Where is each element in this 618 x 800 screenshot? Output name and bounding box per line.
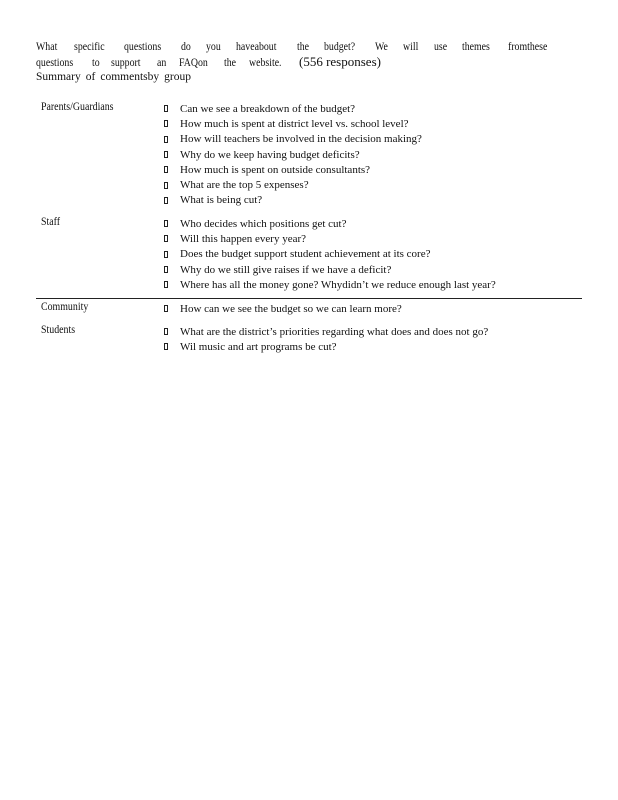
header-line-1	[36, 38, 556, 54]
list-item	[164, 324, 488, 339]
header-word: an	[157, 55, 167, 69]
header-word: Summary	[36, 71, 81, 83]
group-items	[164, 324, 488, 355]
header-word: FAQon	[178, 55, 208, 69]
header-word: We	[374, 39, 388, 53]
header-word: What	[36, 39, 58, 53]
bullet-icon	[164, 251, 168, 258]
item-text: What are the district’s priorities regarding what does and does not go?	[180, 325, 489, 338]
section-divider	[36, 298, 582, 299]
list-item	[164, 231, 496, 246]
bullet-icon	[164, 305, 168, 312]
header-word: to	[91, 55, 100, 69]
item-text: What is being cut?	[180, 194, 263, 207]
list-item	[164, 162, 422, 177]
header-word: will	[402, 39, 418, 53]
response-count: (556 responses)	[299, 54, 381, 69]
header-word: specific	[74, 39, 105, 53]
group-label-text: Students	[41, 324, 76, 336]
document-header	[36, 38, 556, 84]
group-label-text: Community	[41, 301, 89, 313]
item-text: Wil music and art programs be cut?	[180, 340, 337, 353]
item-text: Can we see a breakdown of the budget?	[180, 102, 356, 115]
header-word: the	[224, 55, 237, 69]
list-item	[164, 339, 488, 354]
header-word: group	[164, 71, 191, 83]
header-word: commentsby	[100, 71, 160, 83]
header-word: you	[205, 39, 221, 53]
header-line-3	[36, 70, 191, 84]
group-label	[41, 101, 125, 113]
list-item	[164, 101, 422, 116]
header-line-2	[36, 54, 381, 70]
list-item	[164, 277, 496, 292]
bullet-icon	[164, 281, 168, 288]
list-item	[164, 116, 422, 131]
bullet-icon	[164, 166, 168, 173]
list-item	[164, 247, 496, 262]
bullet-icon	[164, 266, 168, 273]
group-label	[41, 324, 81, 336]
item-text: Does the budget support student achievement at its core?	[180, 248, 431, 261]
item-text: How much is spent at district level vs. school level?	[180, 117, 409, 130]
item-text: Will this happen every year?	[180, 232, 307, 245]
item-text: Why do we still give raises if we have a deficit?	[180, 263, 392, 276]
item-text: Where has all the money gone? Whydidn’t we reduce enough last year?	[180, 278, 496, 291]
list-item	[164, 216, 496, 231]
list-item	[164, 177, 422, 192]
item-text: What are the top 5 expenses?	[180, 179, 309, 192]
header-word: use	[433, 39, 447, 53]
item-text: Who decides which positions get cut?	[180, 217, 347, 230]
header-word: haveabout	[235, 39, 277, 53]
bullet-icon	[164, 197, 168, 204]
header-word: do	[181, 39, 192, 53]
header-word: the	[297, 39, 310, 53]
list-item	[164, 132, 422, 147]
item-text: How will teachers be involved in the decision making?	[180, 133, 422, 146]
group-items	[164, 101, 422, 208]
list-item	[164, 193, 422, 208]
header-word: budget?	[324, 39, 356, 53]
header-word: of	[85, 71, 96, 83]
header-word: themes	[461, 39, 490, 53]
group-items	[164, 216, 496, 292]
group-items	[164, 301, 402, 316]
header-word: website.	[249, 55, 282, 69]
list-item	[164, 147, 422, 162]
item-text: How much is spent on outside consultants?	[180, 163, 371, 176]
bullet-icon	[164, 136, 168, 143]
bullet-icon	[164, 235, 168, 242]
header-word: fromthese	[508, 39, 548, 53]
header-word: questions	[123, 39, 161, 53]
item-text: How can we see the budget so we can learn more?	[180, 302, 402, 315]
bullet-icon	[164, 328, 168, 335]
bullet-icon	[164, 105, 168, 112]
header-word: support	[111, 55, 141, 69]
list-item	[164, 262, 496, 277]
group-label-text: Staff	[41, 216, 61, 228]
group-label-text: Parents/Guardians	[41, 101, 114, 113]
bullet-icon	[164, 182, 168, 189]
bullet-icon	[164, 343, 168, 350]
item-text: Why do we keep having budget deficits?	[180, 148, 360, 161]
list-item	[164, 301, 402, 316]
bullet-icon	[164, 151, 168, 158]
group-label	[41, 216, 63, 228]
group-label	[41, 301, 96, 313]
bullet-icon	[164, 120, 168, 127]
header-word: questions	[36, 55, 74, 69]
bullet-icon	[164, 220, 168, 227]
